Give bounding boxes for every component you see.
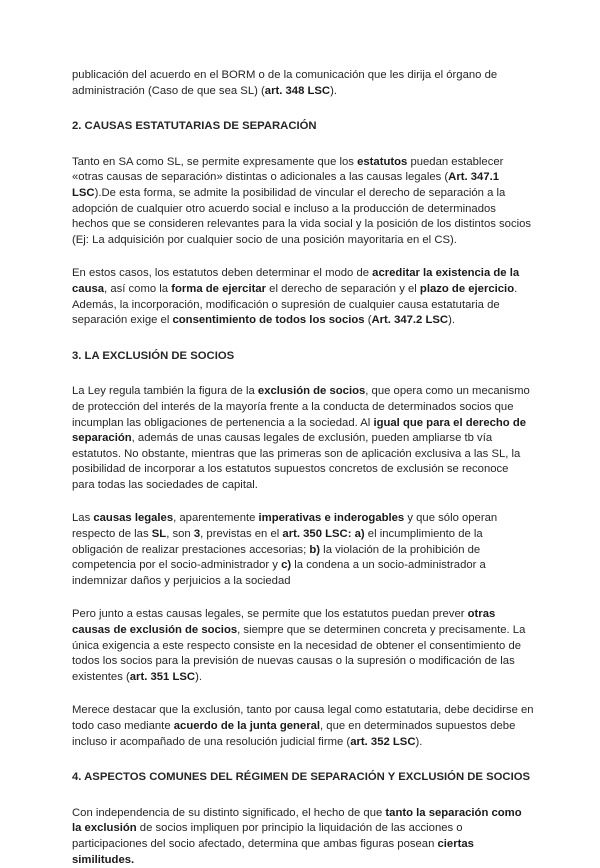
section-heading-2: 2. CAUSAS ESTATUTARIAS DE SEPARACIÓN [72,120,317,133]
paragraph-requisitos: En estos casos, los estatutos deben determinar el modo de acreditar la existencia de la causa, así como la forma de ejercitar el derecho de separación y el plazo de ejercicio. Además, la incorporación, modificación o supresión de cualquier causa estatutaria de separación exige el consentimiento de todos los socios (Art. 347.2 LSC). [72,267,520,327]
paragraph-acuerdo-junta: Merece destacar que la exclusión, tanto por causa legal como estatutaria, debe decidirse en todo caso mediante acuerdo de la junta general, que en determinados supuestos debe incluso ir acompañado de una resolución judicial firme (art. 352 LSC). [72,704,534,748]
paragraph-causas-legales: Las causas legales, aparentemente imperativas e inderogables y que sólo operan respecto de las SL, son 3, previstas en el art. 350 LSC: a) el incumplimiento de la obligación de realizar prestaciones accesorias; b) la violación de la prohibición de competencia por el socio-administrador y c) la condena a un socio-administrador a indemnizar daños y perjuicios a la sociedad [72,512,498,587]
paragraph-continuation: publicación del acuerdo en el BORM o de la comunicación que les dirija el órgano de administración (Caso de que sea SL) (art. 348 LSC). [72,69,498,97]
paragraph-estatutos: Tanto en SA como SL, se permite expresamente que los estatutos puedan establecer «otras causas de separación» distintas o adicionales a las causas legales (Art. 347.1 LSC).De esta forma, se admite la posibilidad de vincular el derecho de separación a la adopción de cualquier otro acuerdo social e incluso a la producción de determinados hechos que se consideren relevantes para la vida social y la posición de los distintos socios (Ej: La adquisición por cualquier socio de una posición mayoritaria en el CS). [72,155,532,246]
bold-citation: art. 348 LSC [264,84,331,97]
paragraph-aspectos-comunes: Con independencia de su distinto significado, el hecho de que tanto la separación como la exclusión de socios impliquen por principio la liquidación de las acciones o participaciones del socio afectado, determina que ambas figuras posean ciertas similitudes. [72,806,522,866]
section-heading-4: 4. ASPECTOS COMUNES DEL RÉGIMEN DE SEPARACIÓN Y EXCLUSIÓN DE SOCIOS [72,771,531,784]
section-heading-3: 3. LA EXCLUSIÓN DE SOCIOS [72,349,235,362]
paragraph-exclusion: La Ley regula también la figura de la exclusión de socios, que opera como un mecanismo de protección del interés de la mayoría frente a la conducta de determinados socios que incumplan las obligaciones de pertenencia a la sociedad. Al igual que para el derecho de separación, además de unas causas legales de exclusión, pueden ampliarse tb vía estatutos. No obstante, mientras que las primeras son de aplicación exclusiva a las SL, la posibilidad de incorporar a los estatutos supuestos concretos de exclusión se reconoce para todas las sociedades de capital. [72,385,530,491]
paragraph-causas-estatutarias: Pero junto a estas causas legales, se permite que los estatutos puedan prever otras causas de exclusión de socios, siempre que se determinen concreta y precisamente. La única exigencia a este respecto consiste en la necesidad de obtener el consentimiento de todos los socios para la previsión de nuevas causas o la supresión o modificación de las existentes (art. 351 LSC). [72,608,526,683]
document-page [72,68,534,868]
